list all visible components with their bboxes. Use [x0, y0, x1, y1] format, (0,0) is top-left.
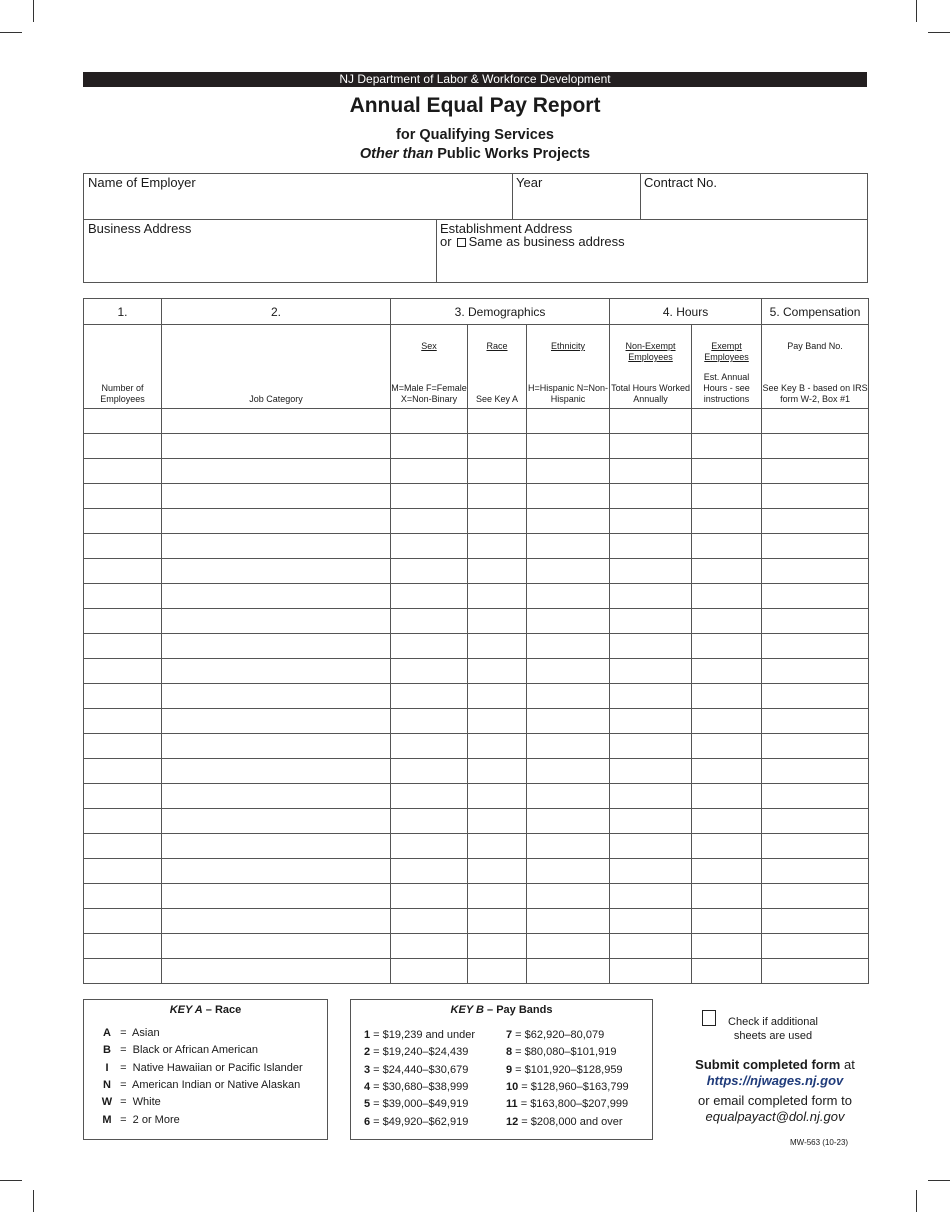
table-row [84, 409, 869, 434]
entry-cell[interactable] [468, 634, 527, 659]
entry-cell[interactable] [391, 484, 468, 509]
entry-cell[interactable] [762, 834, 869, 859]
entry-cell[interactable] [610, 584, 692, 609]
additional-sheets-label: Check if additional sheets are used [728, 1016, 818, 1042]
entry-cell[interactable] [762, 509, 869, 534]
table-row [84, 834, 869, 859]
entry-cell[interactable] [692, 484, 762, 509]
entry-cell[interactable] [762, 684, 869, 709]
entry-cell[interactable] [692, 659, 762, 684]
entry-cell[interactable] [468, 484, 527, 509]
table-row [84, 659, 869, 684]
table-row [84, 684, 869, 709]
entry-cell[interactable] [391, 684, 468, 709]
entry-cell[interactable] [468, 434, 527, 459]
submit-instructions: Submit completed form at https://njwages.nj.gov or email completed form to equalpayact@dol.nj.gov [680, 1057, 870, 1125]
entry-cell[interactable] [692, 834, 762, 859]
col-race: Race See Key A [468, 325, 527, 409]
entry-cell[interactable] [762, 784, 869, 809]
col-group-compensation: 5. Compensation [762, 299, 869, 325]
key-b-item: 9 = $101,920–$128,959 [506, 1063, 623, 1076]
entry-cell[interactable] [762, 459, 869, 484]
entry-cell[interactable] [692, 509, 762, 534]
entry-cell[interactable] [84, 509, 162, 534]
entry-cell[interactable] [762, 959, 869, 984]
entry-cell[interactable] [610, 834, 692, 859]
entry-cell[interactable] [468, 859, 527, 884]
entry-cell[interactable] [468, 909, 527, 934]
entry-cell[interactable] [162, 459, 391, 484]
entry-cell[interactable] [391, 759, 468, 784]
business-address-field[interactable]: Business Address [88, 221, 192, 236]
entry-cell[interactable] [468, 459, 527, 484]
key-b-item: 7 = $62,920–80,079 [506, 1029, 605, 1041]
col-job-category: Job Category [162, 325, 391, 409]
entry-cell[interactable] [610, 559, 692, 584]
entry-cell[interactable] [162, 784, 391, 809]
entry-cell[interactable] [162, 859, 391, 884]
entry-cell[interactable] [762, 534, 869, 559]
submit-email-link[interactable]: equalpayact@dol.nj.gov [705, 1109, 845, 1124]
entry-cell[interactable] [162, 934, 391, 959]
entry-cell[interactable] [468, 534, 527, 559]
entry-cell[interactable] [84, 684, 162, 709]
entry-cell[interactable] [468, 409, 527, 434]
entry-cell[interactable] [468, 834, 527, 859]
entry-cell[interactable] [692, 434, 762, 459]
entry-cell[interactable] [610, 434, 692, 459]
entry-cell[interactable] [391, 934, 468, 959]
table-row [84, 784, 869, 809]
key-a-item: N = American Indian or Native Alaskan [103, 1078, 301, 1091]
entry-cell[interactable] [162, 609, 391, 634]
key-b-item: 8 = $80,080–$101,919 [506, 1046, 617, 1059]
entry-cell[interactable] [391, 559, 468, 584]
entry-cell[interactable] [527, 709, 610, 734]
key-b-pay-bands [350, 999, 653, 1140]
entry-cell[interactable] [162, 834, 391, 859]
table-row [84, 509, 869, 534]
col-non-exempt: Non-Exempt Employees Total Hours Worked Annually [610, 325, 692, 409]
entry-cell[interactable] [762, 409, 869, 434]
entry-cell[interactable] [84, 409, 162, 434]
entry-cell[interactable] [162, 559, 391, 584]
entry-cell[interactable] [162, 409, 391, 434]
entry-cell[interactable] [391, 609, 468, 634]
entry-cell[interactable] [162, 484, 391, 509]
table-row [84, 959, 869, 984]
key-b-item: 4 = $30,680–$38,999 [364, 1080, 469, 1093]
key-a-item: A = Asian [103, 1027, 160, 1039]
table-row [84, 934, 869, 959]
key-b-item: 10 = $128,960–$163,799 [506, 1080, 629, 1093]
entry-cell[interactable] [762, 584, 869, 609]
table-row [84, 709, 869, 734]
submit-url-link[interactable]: https://njwages.nj.gov [706, 1073, 844, 1088]
agency-banner: NJ Department of Labor & Workforce Development [83, 72, 867, 87]
entry-cell[interactable] [692, 784, 762, 809]
entry-cell[interactable] [692, 459, 762, 484]
entry-cell[interactable] [762, 609, 869, 634]
entry-cell[interactable] [610, 659, 692, 684]
entry-cell[interactable] [468, 934, 527, 959]
entry-cell[interactable] [610, 859, 692, 884]
employer-name-field[interactable]: Name of Employer [88, 175, 196, 190]
entry-cell[interactable] [391, 434, 468, 459]
entry-cell[interactable] [162, 809, 391, 834]
entry-cell[interactable] [468, 559, 527, 584]
entry-cell[interactable] [527, 559, 610, 584]
establishment-address-field[interactable]: Establishment Address [440, 221, 573, 236]
entry-cell[interactable] [391, 459, 468, 484]
entry-cell[interactable] [762, 434, 869, 459]
entry-cell[interactable] [527, 584, 610, 609]
entry-cell[interactable] [527, 909, 610, 934]
entry-cell[interactable] [391, 734, 468, 759]
entry-cell[interactable] [391, 859, 468, 884]
entry-cell[interactable] [527, 634, 610, 659]
additional-sheets-checkbox[interactable] [702, 1010, 716, 1026]
entry-cell[interactable] [391, 884, 468, 909]
entry-cell[interactable] [84, 709, 162, 734]
entry-cell[interactable] [162, 884, 391, 909]
entry-cell[interactable] [527, 459, 610, 484]
entry-cell[interactable] [84, 459, 162, 484]
form-subtitle: for Qualifying Services [396, 127, 554, 143]
entry-cell[interactable] [692, 534, 762, 559]
entry-cell[interactable] [84, 609, 162, 634]
entry-cell[interactable] [468, 809, 527, 834]
col-number-of-employees: Number of Employees [84, 325, 162, 409]
entry-cell[interactable] [468, 709, 527, 734]
key-a-item: M = 2 or More [102, 1113, 180, 1126]
entry-cell[interactable] [610, 484, 692, 509]
table-row [84, 534, 869, 559]
entry-cell[interactable] [692, 584, 762, 609]
entry-cell[interactable] [692, 859, 762, 884]
entry-cell[interactable] [84, 859, 162, 884]
key-b-title: KEY B – Pay Bands [450, 1004, 553, 1016]
entry-cell[interactable] [527, 859, 610, 884]
form-title: Annual Equal Pay Report [349, 94, 601, 117]
entry-cell[interactable] [84, 784, 162, 809]
entry-cell[interactable] [162, 959, 391, 984]
entry-cell[interactable] [162, 584, 391, 609]
entry-cell[interactable] [692, 759, 762, 784]
entry-cell[interactable] [762, 884, 869, 909]
entry-cell[interactable] [610, 884, 692, 909]
entry-cell[interactable] [468, 659, 527, 684]
entry-cell[interactable] [610, 409, 692, 434]
entry-cell[interactable] [610, 734, 692, 759]
form-subtitle-2: Other than Public Works Projects [359, 146, 591, 162]
entry-cell[interactable] [762, 634, 869, 659]
entry-cell[interactable] [692, 409, 762, 434]
entry-cell[interactable] [468, 959, 527, 984]
entry-cell[interactable] [162, 909, 391, 934]
table-row [84, 759, 869, 784]
entry-cell[interactable] [468, 684, 527, 709]
entry-cell[interactable] [391, 809, 468, 834]
entry-cell[interactable] [162, 709, 391, 734]
entry-cell[interactable] [527, 684, 610, 709]
entry-cell[interactable] [527, 534, 610, 559]
entry-cell[interactable] [692, 884, 762, 909]
entry-cell[interactable] [391, 534, 468, 559]
entry-cell[interactable] [692, 709, 762, 734]
entry-cell[interactable] [762, 809, 869, 834]
col-group-hours: 4. Hours [610, 299, 762, 325]
entry-cell[interactable] [391, 909, 468, 934]
col-group-2: 2. [162, 299, 391, 325]
key-a-race [83, 999, 328, 1140]
entry-cell[interactable] [527, 959, 610, 984]
table-row [84, 609, 869, 634]
entry-cell[interactable] [391, 709, 468, 734]
entry-cell[interactable] [391, 659, 468, 684]
entry-cell[interactable] [84, 584, 162, 609]
key-a-title: KEY A – Race [169, 1004, 242, 1016]
entry-cell[interactable] [527, 409, 610, 434]
key-b-item: 3 = $24,440–$30,679 [364, 1063, 469, 1076]
entry-cell[interactable] [527, 734, 610, 759]
col-ethnicity: Ethnicity H=Hispanic N=Non-Hispanic [527, 325, 610, 409]
entry-cell[interactable] [610, 809, 692, 834]
entry-cell[interactable] [692, 559, 762, 584]
entry-cell[interactable] [162, 509, 391, 534]
entry-cell[interactable] [391, 784, 468, 809]
entry-cell[interactable] [610, 709, 692, 734]
table-row [84, 909, 869, 934]
table-row [84, 584, 869, 609]
entry-cell[interactable] [692, 634, 762, 659]
entry-cell[interactable] [468, 584, 527, 609]
entry-cell[interactable] [762, 709, 869, 734]
key-a-item: B = Black or African American [103, 1044, 258, 1057]
table-row [84, 559, 869, 584]
entry-cell[interactable] [468, 784, 527, 809]
entry-cell[interactable] [391, 409, 468, 434]
entry-cell[interactable] [84, 634, 162, 659]
entry-cell[interactable] [391, 834, 468, 859]
key-b-item: 12 = $208,000 and over [506, 1115, 623, 1128]
entry-cell[interactable] [468, 734, 527, 759]
key-b-item: 11 = $163,800–$207,999 [506, 1098, 629, 1111]
entry-cell[interactable] [692, 934, 762, 959]
entry-cell[interactable] [162, 659, 391, 684]
key-b-item: 6 = $49,920–$62,919 [364, 1115, 469, 1128]
entry-cell[interactable] [762, 559, 869, 584]
entry-cell[interactable] [692, 959, 762, 984]
entry-cell[interactable] [84, 434, 162, 459]
entry-cell[interactable] [84, 559, 162, 584]
table-row [84, 484, 869, 509]
col-pay-band: Pay Band No. See Key B - based on IRS form W-2, Box #1 [762, 325, 869, 409]
key-a-item: W = White [101, 1096, 161, 1109]
entry-cell[interactable] [762, 659, 869, 684]
entry-cell[interactable] [692, 684, 762, 709]
key-b-item: 2 = $19,240–$24,439 [364, 1046, 469, 1059]
entry-cell[interactable] [162, 759, 391, 784]
entry-cell[interactable] [84, 834, 162, 859]
entry-cell[interactable] [610, 534, 692, 559]
key-a-item: I = Native Hawaiian or Pacific Islander [105, 1061, 303, 1074]
entry-cell[interactable] [527, 884, 610, 909]
entry-cell[interactable] [762, 859, 869, 884]
key-b-item: 1 = $19,239 and under [364, 1029, 476, 1041]
entry-cell[interactable] [762, 484, 869, 509]
entry-cell[interactable] [84, 734, 162, 759]
entry-cell[interactable] [527, 434, 610, 459]
col-sex: Sex M=Male F=Female X=Non-Binary [391, 325, 468, 409]
entry-cell[interactable] [692, 734, 762, 759]
entry-cell[interactable] [84, 659, 162, 684]
entry-cell[interactable] [84, 534, 162, 559]
entry-cell[interactable] [527, 934, 610, 959]
entry-cell[interactable] [84, 934, 162, 959]
entry-cell[interactable] [162, 534, 391, 559]
form-number: MW-563 (10-23) [790, 1138, 849, 1147]
entry-cell[interactable] [692, 809, 762, 834]
col-group-demographics: 3. Demographics [391, 299, 610, 325]
entry-cell[interactable] [162, 684, 391, 709]
entry-cell[interactable] [391, 634, 468, 659]
col-group-1: 1. [84, 299, 162, 325]
entry-cell[interactable] [610, 759, 692, 784]
entry-cell[interactable] [162, 634, 391, 659]
table-row [84, 884, 869, 909]
employer-info-box [83, 173, 868, 283]
entry-cell[interactable] [692, 909, 762, 934]
entry-cell[interactable] [527, 609, 610, 634]
entry-cell[interactable] [610, 634, 692, 659]
entry-cell[interactable] [468, 759, 527, 784]
entry-cell[interactable] [84, 809, 162, 834]
entry-cell[interactable] [610, 934, 692, 959]
entry-cell[interactable] [527, 759, 610, 784]
entry-cell[interactable] [391, 509, 468, 534]
entry-cell[interactable] [468, 884, 527, 909]
entry-cell[interactable] [527, 809, 610, 834]
entry-cell[interactable] [468, 609, 527, 634]
entry-cell[interactable] [762, 909, 869, 934]
entry-cell[interactable] [162, 734, 391, 759]
entry-cell[interactable] [610, 684, 692, 709]
key-b-item: 5 = $39,000–$49,919 [364, 1098, 469, 1111]
contract-no-field[interactable]: Contract No. [644, 175, 717, 190]
entry-cell[interactable] [610, 609, 692, 634]
entry-cell[interactable] [162, 434, 391, 459]
entry-cell[interactable] [84, 759, 162, 784]
entry-cell[interactable] [610, 959, 692, 984]
checkbox-icon[interactable] [457, 238, 466, 247]
same-address-option[interactable]: or Same as business address [440, 234, 625, 249]
employee-table [83, 298, 869, 984]
entry-cell[interactable] [527, 509, 610, 534]
entry-cell[interactable] [391, 584, 468, 609]
entry-cell[interactable] [762, 934, 869, 959]
entry-cell[interactable] [527, 484, 610, 509]
entry-cell[interactable] [527, 834, 610, 859]
entry-cell[interactable] [468, 509, 527, 534]
entry-cell[interactable] [84, 909, 162, 934]
entry-cell[interactable] [610, 459, 692, 484]
entry-cell[interactable] [84, 884, 162, 909]
entry-cell[interactable] [527, 659, 610, 684]
entry-cell[interactable] [84, 484, 162, 509]
table-row [84, 809, 869, 834]
entry-cell[interactable] [84, 959, 162, 984]
table-row [84, 459, 869, 484]
table-row [84, 634, 869, 659]
entry-cell[interactable] [762, 734, 869, 759]
year-field[interactable]: Year [516, 175, 543, 190]
table-row [84, 734, 869, 759]
entry-cell[interactable] [762, 759, 869, 784]
entry-cell[interactable] [692, 609, 762, 634]
entry-cell[interactable] [610, 909, 692, 934]
entry-cell[interactable] [610, 509, 692, 534]
entry-cell[interactable] [391, 959, 468, 984]
entry-cell[interactable] [610, 784, 692, 809]
entry-cell[interactable] [527, 784, 610, 809]
col-exempt: Exempt Employees Est. Annual Hours - see instructions [692, 325, 762, 409]
table-row [84, 859, 869, 884]
table-row [84, 434, 869, 459]
